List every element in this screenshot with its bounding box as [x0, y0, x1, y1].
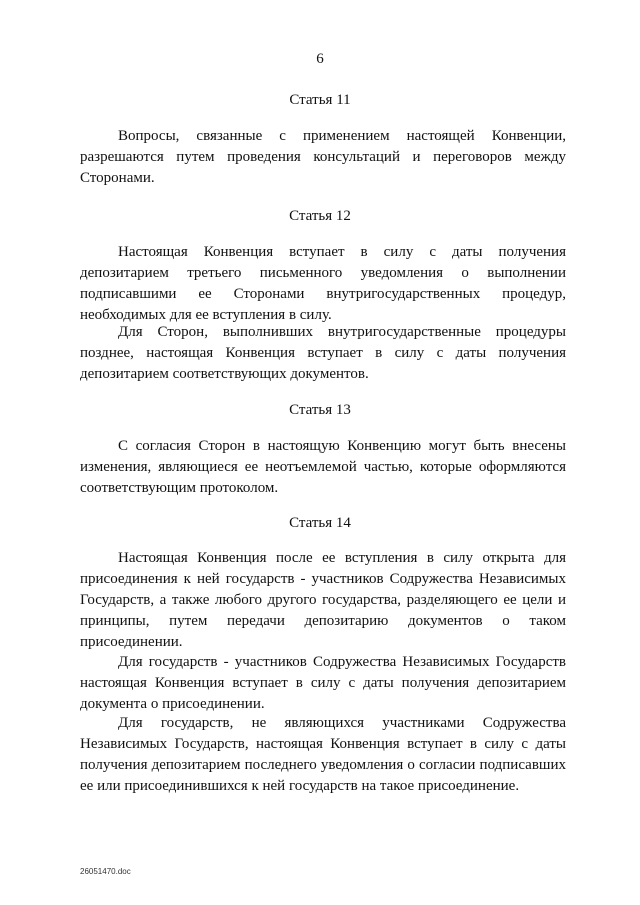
article-13-paragraph-1: С согласия Сторон в настоящую Конвенцию могут быть внесены изменения, являющиеся ее неотъемлемой частью, которые оформляются соответствующим протоколом. [80, 438, 566, 496]
article-11-paragraph-1: Вопросы, связанные с применением настоящей Конвенции, разрешаются путем проведения консультаций и переговоров между Сторонами. [80, 128, 566, 186]
article-14-paragraph-3: Для государств, не являющихся участниками Содружества Независимых Государств, настоящая Конвенция вступает в силу с даты получения депозитарием последнего уведомления о согласии подписавших ее или присоединившихся к ней государств на такое присоединение. [80, 715, 566, 794]
article-12-paragraph-1: Настоящая Конвенция вступает в силу с даты получения депозитарием третьего письменного уведомления о выполнении подписавшими ее Сторонами внутригосударственных процедур, необходимых для ее вступления в силу. [80, 244, 566, 323]
page-number: 6 [316, 51, 324, 67]
article-11-heading: Статья 11 [289, 92, 351, 108]
article-12-paragraph-2: Для Сторон, выполнивших внутригосударственные процедуры позднее, настоящая Конвенция вступает в силу с даты получения депозитарием соответствующих документов. [80, 324, 566, 382]
footer-filename: 26051470.doc [80, 867, 131, 876]
article-14-paragraph-1: Настоящая Конвенция после ее вступления в силу открыта для присоединения к ней государств - участников Содружества Независимых Государств, а также любого другого государства, разделяющего ее цели и принципы, путем передачи депозитарию документов о таком присоединении. [80, 550, 566, 650]
article-12-heading: Статья 12 [289, 208, 351, 224]
article-14-heading: Статья 14 [289, 515, 351, 531]
article-13-heading: Статья 13 [289, 402, 351, 418]
article-14-paragraph-2: Для государств - участников Содружества Независимых Государств настоящая Конвенция вступает в силу с даты получения депозитарием документа о присоединении. [80, 654, 566, 712]
